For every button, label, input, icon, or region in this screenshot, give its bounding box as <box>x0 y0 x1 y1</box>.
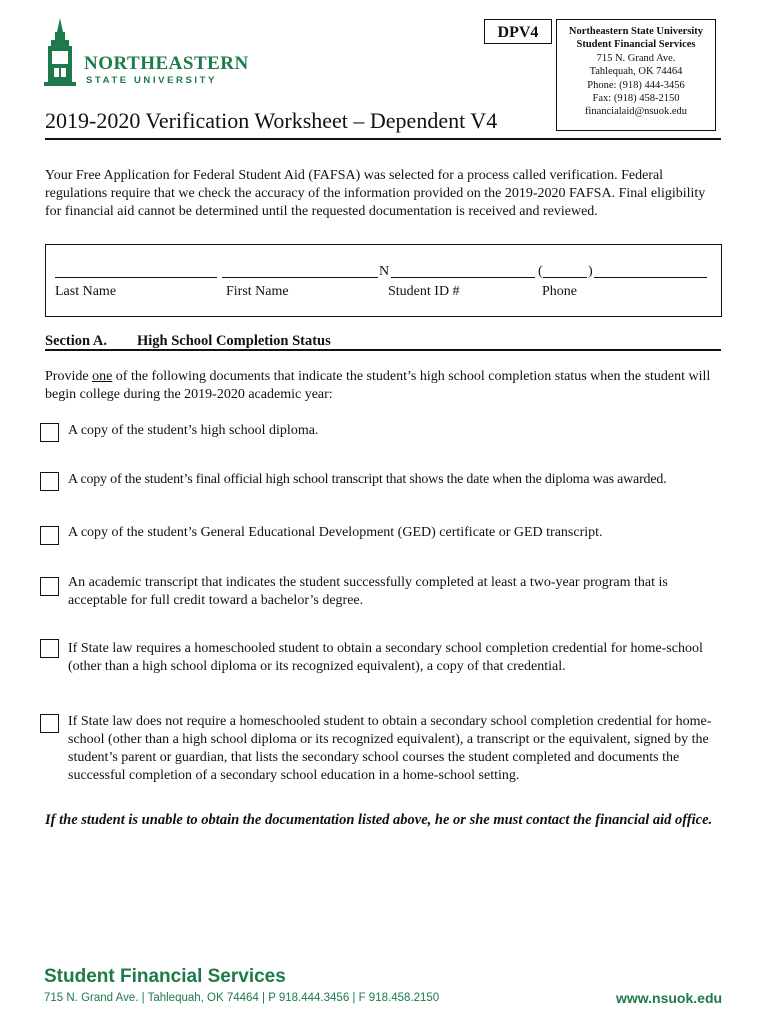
contact-city: Tahlequah, OK 74464 <box>589 66 683 78</box>
option-3-text: A copy of the student’s General Educational Development (GED) certificate or GED transcript. <box>68 525 603 540</box>
option-4-checkbox[interactable] <box>40 577 59 596</box>
student-id-field[interactable] <box>391 277 535 278</box>
option-2-checkbox[interactable] <box>40 472 59 491</box>
footer-address: 715 N. Grand Ave. | Tahlequah, OK 74464 | P 918.444.3456 | F 918.458.2150 <box>44 992 440 1004</box>
contact-phone: Phone: (918) 444-3456 <box>587 79 685 91</box>
intro-paragraph: Your Free Application for Federal Student Aid (FAFSA) was selected for a process called verification. Federal regulations require that we check the accuracy of the information provided on the 2019-2020 FAFSA. Final eligibility for financial aid cannot be determined until the requested documentation is received and reviewed. <box>45 168 706 219</box>
contact-university: Northeastern State University <box>568 26 704 37</box>
contact-email[interactable]: financialaid@nsuok.edu <box>584 106 688 118</box>
contact-office-note: If the student is unable to obtain the documentation listed above, he or she must contact the financial aid office. <box>45 812 713 828</box>
section-a-label: Section A. <box>45 333 108 349</box>
contact-info-box <box>556 19 716 131</box>
phone-paren-close: ) <box>588 264 593 279</box>
first-name-field[interactable] <box>222 277 378 278</box>
first-name-label: First Name <box>226 284 289 299</box>
phone-number-field[interactable] <box>594 277 707 278</box>
instructions-text-pre: Provide <box>45 369 93 384</box>
option-5-checkbox[interactable] <box>40 639 59 658</box>
section-a-divider <box>45 349 721 351</box>
student-id-label: Student ID # <box>388 284 460 299</box>
instructions-text-post: of the following documents that indicate the student’s high school completion status when the student will begin college during the 2019-2020 academic year: <box>45 369 711 402</box>
student-id-prefix: N <box>379 264 390 279</box>
last-name-label: Last Name <box>55 284 117 299</box>
contact-department: Student Financial Services <box>576 39 696 51</box>
nsu-tower-logo <box>42 18 78 86</box>
contact-fax: Fax: (918) 458-2150 <box>592 93 680 105</box>
option-3-checkbox[interactable] <box>40 526 59 545</box>
phone-label: Phone <box>542 284 577 299</box>
section-a-title: High School Completion Status <box>137 333 331 349</box>
phone-area-code-field[interactable] <box>543 277 587 278</box>
logo-wordmark-state-university: STATE UNIVERSITY <box>86 75 217 86</box>
logo-wordmark-northeastern: NORTHEASTERN <box>84 53 249 74</box>
title-divider <box>45 138 721 140</box>
contact-address: 715 N. Grand Ave. <box>596 52 676 64</box>
footer-title: Student Financial Services <box>44 966 286 987</box>
form-code-badge: DPV4 <box>484 19 552 44</box>
option-1-checkbox[interactable] <box>40 423 59 442</box>
instructions-emphasis: one <box>92 369 113 384</box>
option-6-text: If State law does not require a homeschooled student to obtain a secondary school completion credential for home-school (other than a high school diploma or its recognized equivalent), a transcript or the equivalent, signed by the student’s parent or guardian, that lists the secondary school courses the student completed and documents the successful completion of a secondary school education in a home-school setting. <box>68 714 712 783</box>
document-title: 2019-2020 Verification Worksheet – Dependent V4 <box>45 108 498 133</box>
phone-paren-open: ( <box>538 264 543 279</box>
footer-website-link[interactable]: www.nsuok.edu <box>616 990 723 1006</box>
option-6-checkbox[interactable] <box>40 714 59 733</box>
option-1-text: A copy of the student’s high school diploma. <box>68 423 319 438</box>
option-5-text: If State law requires a homeschooled student to obtain a secondary school completion credential for home-school (other than a high school diploma or its recognized equivalent), a copy of that credential. <box>68 641 703 674</box>
option-2-text: A copy of the student’s final official high school transcript that shows the date when the diploma was awarded. <box>68 472 667 487</box>
last-name-field[interactable] <box>55 277 217 278</box>
section-a-instructions <box>45 368 725 404</box>
option-4-text: An academic transcript that indicates the student successfully completed at least a two-year program that is acceptable for full credit toward a bachelor’s degree. <box>68 575 668 608</box>
student-info-box <box>45 244 722 317</box>
